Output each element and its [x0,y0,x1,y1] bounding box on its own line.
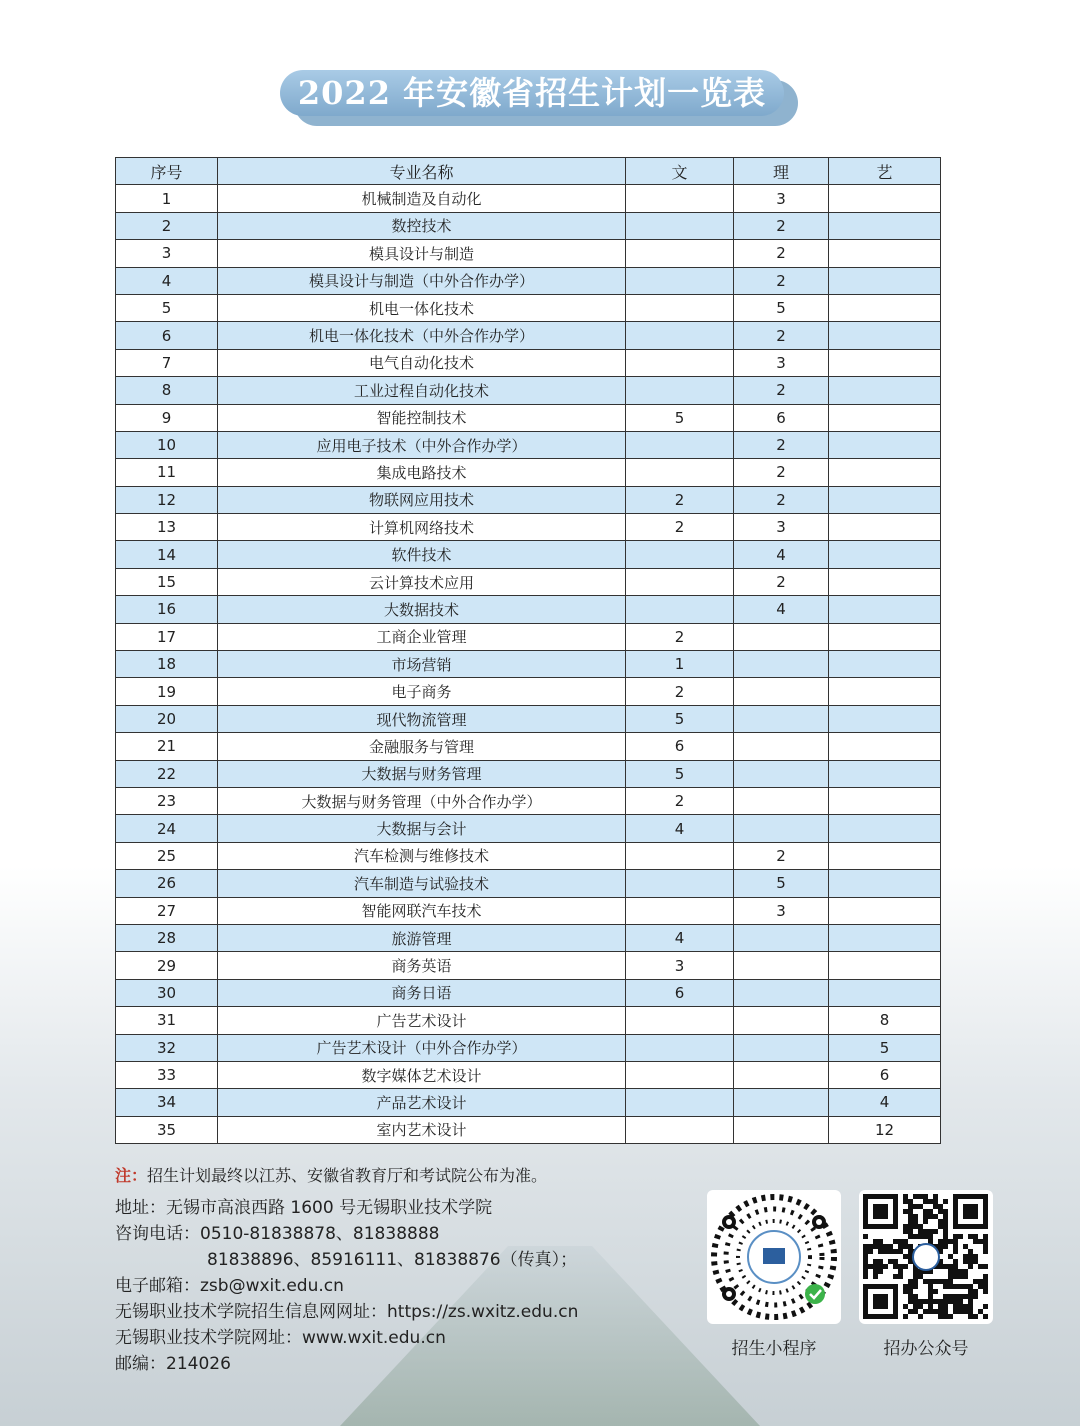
cell-art [829,815,941,842]
cell-art: 5 [829,1034,941,1061]
table-row [116,240,941,267]
school-website[interactable]: 无锡职业技术学院网址：www.wxit.edu.cn [115,1328,446,1348]
cell-arts [626,212,734,239]
cell-index: 1 [116,185,218,212]
cell-major-name: 广告艺术设计（中外合作办学） [218,1034,626,1061]
cell-science [734,815,829,842]
cell-index: 23 [116,787,218,814]
cell-major-name: 汽车检测与维修技术 [218,842,626,869]
header-major-name: 专业名称 [218,158,626,185]
mini-program-qr[interactable] [704,1190,844,1359]
cell-art [829,760,941,787]
cell-science: 2 [734,842,829,869]
cell-science: 2 [734,322,829,349]
cell-art: 6 [829,1061,941,1088]
cell-index: 32 [116,1034,218,1061]
official-account-qr-icon[interactable] [859,1190,993,1324]
official-account-qr-caption: 招办公众号 [883,1339,969,1359]
table-row [116,1007,941,1034]
table-row [116,1116,941,1143]
table-row [116,212,941,239]
cell-index: 12 [116,486,218,513]
cell-science [734,979,829,1006]
email: 电子邮箱：zsb@wxit.edu.cn [115,1276,344,1296]
cell-science: 3 [734,349,829,376]
cell-major-name: 产品艺术设计 [218,1089,626,1116]
cell-arts: 2 [626,623,734,650]
header-art: 艺 [829,158,941,185]
cell-science: 2 [734,240,829,267]
cell-major-name: 商务英语 [218,952,626,979]
table-row [116,787,941,814]
cell-index: 30 [116,979,218,1006]
table-row [116,349,941,376]
table-row [116,568,941,595]
cell-arts [626,1034,734,1061]
cell-art: 12 [829,1116,941,1143]
cell-major-name: 云计算技术应用 [218,568,626,595]
table-row [116,678,941,705]
cell-arts: 3 [626,952,734,979]
cell-science: 5 [734,294,829,321]
cell-arts: 5 [626,404,734,431]
cell-art [829,514,941,541]
cell-science: 2 [734,377,829,404]
cell-arts [626,897,734,924]
cell-science [734,760,829,787]
cell-art [829,733,941,760]
cell-science: 2 [734,486,829,513]
table-body [116,185,941,1144]
table-row [116,733,941,760]
contact-info [115,1195,578,1377]
cell-major-name: 大数据与财务管理 [218,760,626,787]
cell-arts [626,568,734,595]
cell-arts: 6 [626,733,734,760]
cell-major-name: 模具设计与制造（中外合作办学） [218,267,626,294]
cell-arts: 1 [626,651,734,678]
cell-science [734,1061,829,1088]
cell-science: 3 [734,514,829,541]
cell-art [829,678,941,705]
cell-science: 2 [734,267,829,294]
cell-art [829,294,941,321]
table-row [116,404,941,431]
cell-major-name: 模具设计与制造 [218,240,626,267]
cell-major-name: 数控技术 [218,212,626,239]
cell-index: 14 [116,541,218,568]
header-arts: 文 [626,158,734,185]
cell-arts: 4 [626,815,734,842]
cell-index: 20 [116,705,218,732]
cell-art [829,541,941,568]
note-text: 招生计划最终以江苏、安徽省教育厅和考试院公布为准。 [147,1166,548,1185]
cell-science [734,705,829,732]
cell-art [829,870,941,897]
admission-website[interactable]: 无锡职业技术学院招生信息网网址：https://zs.wxitz.edu.cn [115,1302,579,1322]
table-row [116,486,941,513]
cell-art [829,924,941,951]
cell-major-name: 室内艺术设计 [218,1116,626,1143]
cell-art: 8 [829,1007,941,1034]
cell-major-name: 机电一体化技术 [218,294,626,321]
cell-major-name: 物联网应用技术 [218,486,626,513]
cell-major-name: 市场营销 [218,651,626,678]
cell-arts [626,240,734,267]
cell-art [829,377,941,404]
cell-major-name: 软件技术 [218,541,626,568]
cell-index: 13 [116,514,218,541]
cell-art [829,349,941,376]
cell-art [829,431,941,458]
cell-art [829,842,941,869]
page-title: 2022 年安徽省招生计划一览表 [280,70,784,116]
cell-art [829,596,941,623]
cell-arts [626,377,734,404]
cell-science [734,651,829,678]
cell-arts [626,842,734,869]
cell-major-name: 大数据技术 [218,596,626,623]
cell-art [829,486,941,513]
cell-major-name: 电子商务 [218,678,626,705]
table-header-row [116,158,941,185]
cell-index: 11 [116,459,218,486]
table-row [116,185,941,212]
table-row [116,294,941,321]
cell-art [829,952,941,979]
cell-index: 28 [116,924,218,951]
cell-major-name: 集成电路技术 [218,459,626,486]
cell-index: 8 [116,377,218,404]
cell-major-name: 现代物流管理 [218,705,626,732]
cell-arts: 2 [626,486,734,513]
cell-index: 10 [116,431,218,458]
cell-art [829,787,941,814]
cell-index: 25 [116,842,218,869]
cell-index: 26 [116,870,218,897]
cell-science: 2 [734,212,829,239]
cell-art [829,322,941,349]
cell-arts: 2 [626,678,734,705]
table-row [116,377,941,404]
table-row [116,459,941,486]
cell-index: 24 [116,815,218,842]
cell-major-name: 智能控制技术 [218,404,626,431]
cell-science [734,1007,829,1034]
cell-science [734,952,829,979]
cell-science [734,1089,829,1116]
cell-art [829,705,941,732]
table-row [116,514,941,541]
table-row [116,842,941,869]
cell-arts: 4 [626,924,734,951]
table-row [116,431,941,458]
cell-science [734,623,829,650]
note [115,1163,547,1186]
cell-arts [626,185,734,212]
cell-index: 29 [116,952,218,979]
cell-index: 17 [116,623,218,650]
cell-index: 6 [116,322,218,349]
cell-science: 3 [734,185,829,212]
cell-major-name: 广告艺术设计 [218,1007,626,1034]
cell-art [829,568,941,595]
cell-science: 4 [734,596,829,623]
cell-art [829,185,941,212]
cell-arts [626,1116,734,1143]
table-row [116,870,941,897]
cell-arts [626,1007,734,1034]
table-row [116,322,941,349]
cell-art [829,651,941,678]
cell-science: 2 [734,459,829,486]
cell-major-name: 金融服务与管理 [218,733,626,760]
table-row [116,760,941,787]
header-science: 理 [734,158,829,185]
table-row [116,952,941,979]
cell-science: 4 [734,541,829,568]
cell-science [734,787,829,814]
cell-arts [626,596,734,623]
address: 地址：无锡市高浪西路 1600 号无锡职业技术学院 [115,1198,493,1218]
cell-arts: 5 [626,705,734,732]
header-index: 序号 [116,158,218,185]
cell-index: 19 [116,678,218,705]
cell-index: 5 [116,294,218,321]
cell-major-name: 数字媒体艺术设计 [218,1061,626,1088]
cell-science [734,1116,829,1143]
cell-index: 9 [116,404,218,431]
official-account-qr[interactable] [856,1190,996,1359]
cell-art: 4 [829,1089,941,1116]
mini-program-qr-icon[interactable] [707,1190,841,1324]
cell-arts [626,267,734,294]
table-row [116,651,941,678]
mini-program-qr-caption: 招生小程序 [731,1339,817,1359]
cell-art [829,459,941,486]
cell-index: 27 [116,897,218,924]
cell-arts [626,294,734,321]
enrollment-plan-table [115,157,941,1144]
cell-major-name: 汽车制造与试验技术 [218,870,626,897]
cell-arts [626,1061,734,1088]
table-row [116,705,941,732]
cell-major-name: 应用电子技术（中外合作办学） [218,431,626,458]
cell-science: 6 [734,404,829,431]
cell-arts [626,459,734,486]
cell-science [734,924,829,951]
cell-index: 33 [116,1061,218,1088]
cell-arts: 5 [626,760,734,787]
cell-arts [626,1089,734,1116]
cell-index: 34 [116,1089,218,1116]
table-row [116,623,941,650]
cell-major-name: 机电一体化技术（中外合作办学） [218,322,626,349]
cell-art [829,240,941,267]
cell-major-name: 工业过程自动化技术 [218,377,626,404]
cell-index: 35 [116,1116,218,1143]
cell-science: 2 [734,431,829,458]
table-row [116,924,941,951]
cell-index: 16 [116,596,218,623]
cell-index: 2 [116,212,218,239]
cell-arts [626,870,734,897]
cell-index: 18 [116,651,218,678]
table-row [116,1089,941,1116]
cell-major-name: 智能网联汽车技术 [218,897,626,924]
cell-major-name: 旅游管理 [218,924,626,951]
table-row [116,979,941,1006]
cell-major-name: 电气自动化技术 [218,349,626,376]
title-banner [280,70,800,128]
cell-major-name: 工商企业管理 [218,623,626,650]
cell-arts: 2 [626,514,734,541]
phone-line-2: 81838896、85916111、81838876（传真）； [207,1250,578,1270]
cell-index: 7 [116,349,218,376]
cell-index: 15 [116,568,218,595]
cell-science [734,733,829,760]
cell-major-name: 大数据与财务管理（中外合作办学） [218,787,626,814]
table-row [116,1034,941,1061]
cell-arts: 2 [626,787,734,814]
postcode: 邮编：214026 [115,1354,231,1374]
cell-major-name: 计算机网络技术 [218,514,626,541]
table-row [116,267,941,294]
cell-art [829,267,941,294]
cell-art [829,404,941,431]
cell-art [829,212,941,239]
cell-science [734,1034,829,1061]
cell-arts [626,431,734,458]
cell-arts [626,322,734,349]
note-label: 注： [115,1166,148,1185]
cell-science [734,678,829,705]
cell-index: 22 [116,760,218,787]
table-row [116,815,941,842]
cell-arts [626,541,734,568]
cell-art [829,979,941,1006]
cell-science: 2 [734,568,829,595]
cell-art [829,897,941,924]
cell-arts [626,349,734,376]
cell-science: 3 [734,897,829,924]
cell-art [829,623,941,650]
table-row [116,897,941,924]
cell-major-name: 大数据与会计 [218,815,626,842]
cell-index: 21 [116,733,218,760]
cell-arts: 6 [626,979,734,1006]
cell-index: 3 [116,240,218,267]
cell-major-name: 机械制造及自动化 [218,185,626,212]
cell-science: 5 [734,870,829,897]
cell-index: 31 [116,1007,218,1034]
table-row [116,541,941,568]
table-row [116,596,941,623]
table-row [116,1061,941,1088]
cell-index: 4 [116,267,218,294]
cell-major-name: 商务日语 [218,979,626,1006]
phone-line-1: 咨询电话：0510-81838878、81838888 [115,1224,440,1244]
